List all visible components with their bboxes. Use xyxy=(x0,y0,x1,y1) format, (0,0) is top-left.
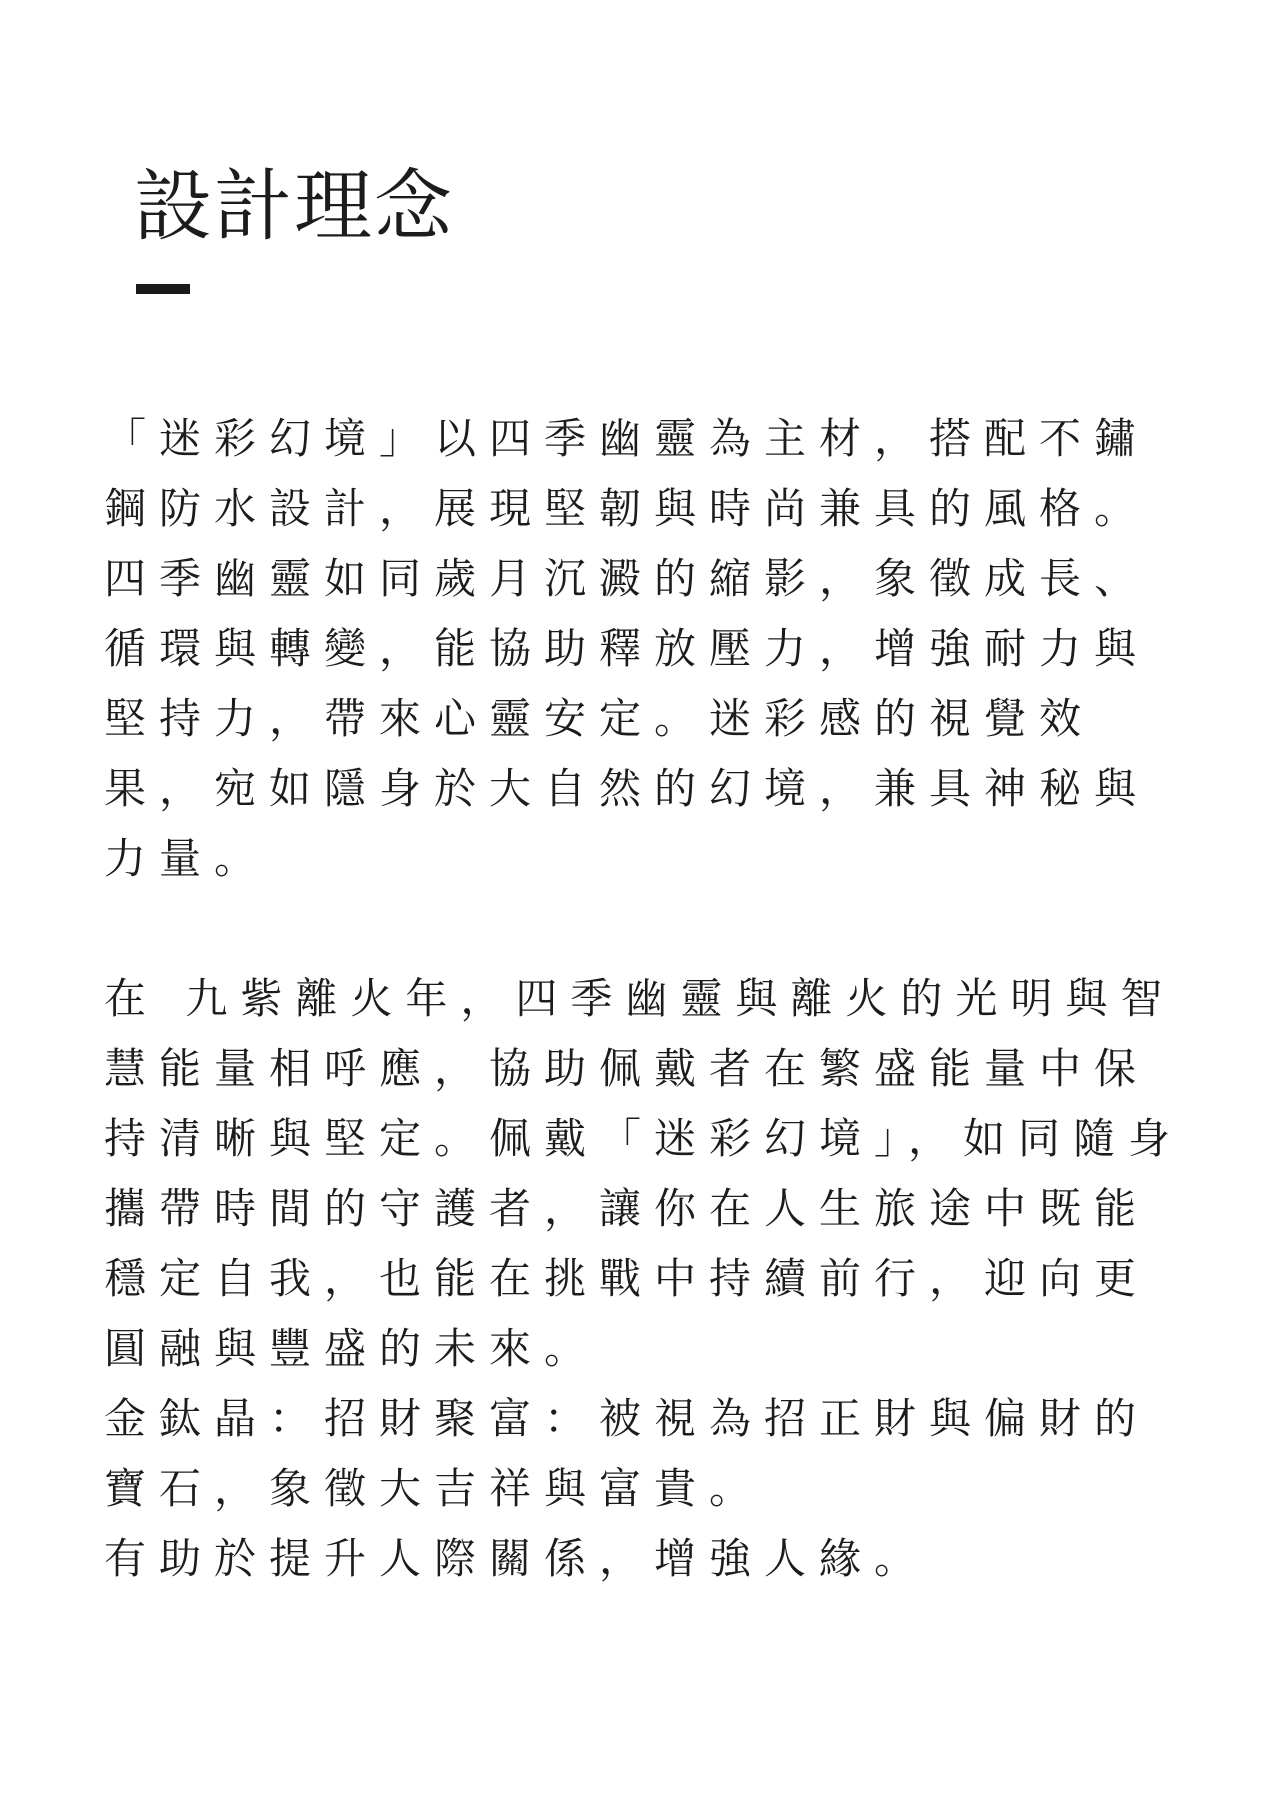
text-line: 鋼防水設計，展現堅韌與時尚兼具的風格。 xyxy=(104,484,1150,533)
text-line: 有助於提升人際關係，增強人緣。 xyxy=(104,1534,930,1583)
text-line: 穩定自我，也能在挑戰中持續前行，迎向更 xyxy=(104,1254,1150,1303)
text-line: 持清晰與堅定。佩戴「迷彩幻境」，如同隨身 xyxy=(104,1114,1184,1163)
text-line: 「迷彩幻境」以四季幽靈為主材，搭配不鏽 xyxy=(104,414,1150,463)
text-line: 攜帶時間的守護者，讓你在人生旅途中既能 xyxy=(104,1184,1150,1233)
paragraph-1 xyxy=(104,404,1214,894)
text-line: 在 九紫離火年，四季幽靈與離火的光明與智 xyxy=(104,974,1176,1023)
title-underline xyxy=(136,284,190,294)
text-line: 循環與轉變，能協助釋放壓力，增強耐力與 xyxy=(104,624,1150,673)
text-line: 四季幽靈如同歲月沉澱的縮影，象徵成長、 xyxy=(104,554,1150,603)
text-line: 果，宛如隱身於大自然的幻境，兼具神秘與 xyxy=(104,764,1150,813)
page-title: 設計理念 xyxy=(134,162,455,252)
paragraph-gap xyxy=(104,894,1214,964)
paragraph-2 xyxy=(104,964,1214,1594)
text-line: 堅持力，帶來心靈安定。迷彩感的視覺效 xyxy=(104,694,1095,743)
text-line: 慧能量相呼應，協助佩戴者在繁盛能量中保 xyxy=(104,1044,1150,1093)
text-line: 金鈦晶：招財聚富：被視為招正財與偏財的 xyxy=(104,1394,1150,1443)
text-line: 圓融與豐盛的未來。 xyxy=(104,1324,600,1373)
text-line: 寶石，象徵大吉祥與富貴。 xyxy=(104,1464,765,1513)
body-text xyxy=(104,404,1214,1594)
text-line: 力量。 xyxy=(104,834,270,883)
